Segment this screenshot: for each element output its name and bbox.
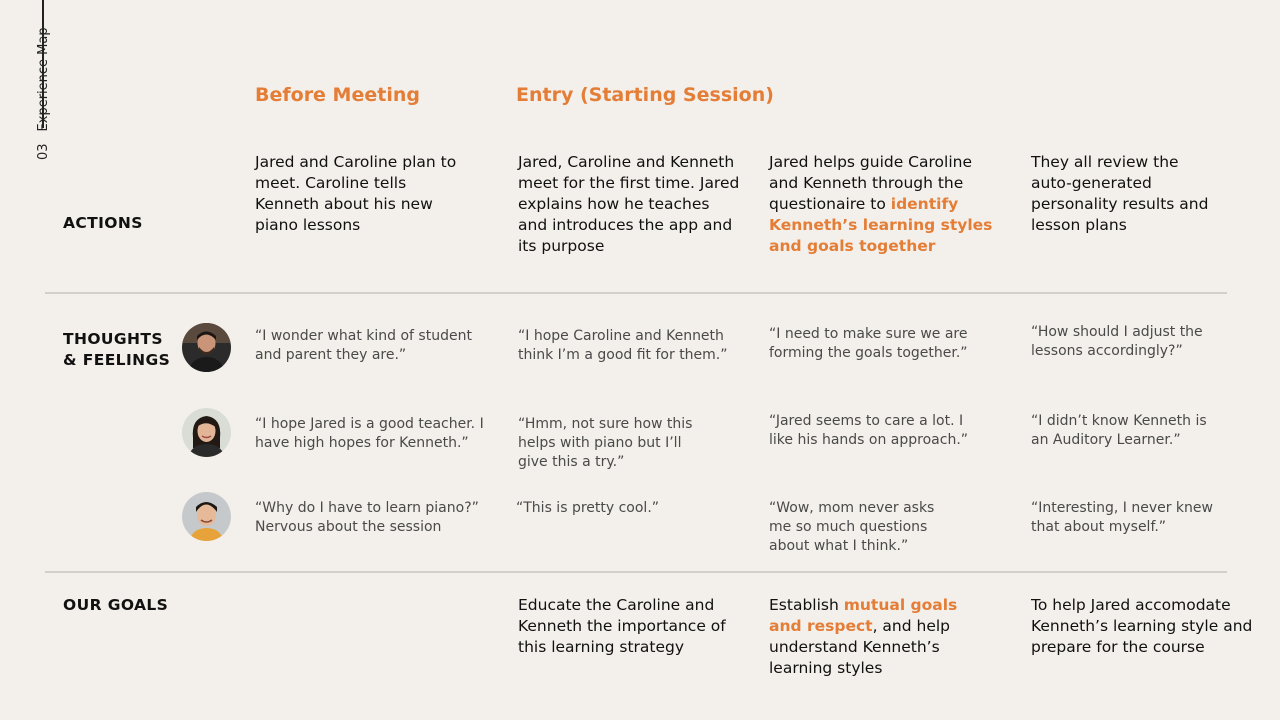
- woman-avatar-icon: [182, 408, 231, 457]
- divider-actions: [45, 292, 1227, 294]
- section-title: Experience Map: [36, 27, 51, 132]
- action-questionnaire-text: Jared helps guide Caroline and Kenneth through the questionaire to: [769, 153, 972, 213]
- quote-jared-goals: “I need to make sure we are forming the goals together.”: [769, 326, 968, 361]
- section-number: 03: [36, 143, 51, 160]
- quote-caroline-entry: “Hmm, not sure how this helps with piano but I’ll give this a try.”: [518, 416, 693, 470]
- quote-caroline-review: “I didn’t know Kenneth is an Auditory Learner.”: [1031, 413, 1207, 448]
- goal-mutual-pre: Establish: [769, 596, 844, 614]
- action-entry-meet: Jared, Caroline and Kenneth meet for the first time. Jared explains how he teaches and introduces the app and its purpose: [518, 153, 740, 255]
- action-review-results: They all review the auto-generated personality results and lesson plans: [1031, 153, 1209, 234]
- quote-jared-review: “How should I adjust the lessons accordingly?”: [1031, 324, 1203, 359]
- action-questionnaire: [769, 152, 994, 257]
- row-label-feelings: & FEELINGS: [63, 351, 171, 369]
- quote-jared-before: “I wonder what kind of student and parent they are.”: [255, 328, 472, 363]
- section-label: [36, 27, 51, 160]
- column-header-before-meeting: Before Meeting: [255, 84, 420, 106]
- man-avatar-icon: [182, 323, 231, 372]
- quote-caroline-before: “I hope Jared is a good teacher. I have high hopes for Kenneth.”: [255, 416, 484, 451]
- goal-mutual-post: , and help understand Kenneth’s learning styles: [769, 617, 951, 677]
- quote-jared-entry: “I hope Caroline and Kenneth think I’m a good fit for them.”: [518, 328, 728, 363]
- row-label-thoughts: THOUGHTS: [63, 330, 163, 348]
- goal-accommodate: To help Jared accomodate Kenneth’s learning style and prepare for the course: [1031, 596, 1253, 656]
- quote-kenneth-review: “Interesting, I never knew that about myself.”: [1031, 500, 1213, 535]
- quote-caroline-goals: “Jared seems to care a lot. I like his hands on approach.”: [769, 413, 969, 448]
- row-label-thoughts-feelings: [63, 329, 170, 371]
- row-label-our-goals: OUR GOALS: [63, 596, 169, 614]
- quote-kenneth-before: “Why do I have to learn piano?” Nervous about the session: [255, 500, 479, 535]
- boy-avatar-icon: [182, 492, 231, 541]
- quote-kenneth-entry: “This is pretty cool.”: [516, 500, 660, 516]
- action-questionnaire-highlight: identify Kenneth’s learning styles and goals together: [769, 195, 993, 255]
- row-label-actions: ACTIONS: [63, 214, 143, 232]
- quote-kenneth-goals: “Wow, mom never asks me so much questions about what I think.”: [769, 500, 935, 554]
- goal-educate: Educate the Caroline and Kenneth the importance of this learning strategy: [518, 596, 726, 656]
- column-header-entry: Entry (Starting Session): [516, 84, 774, 106]
- divider-thoughts: [45, 571, 1227, 573]
- goal-mutual: [769, 595, 984, 679]
- goal-mutual-highlight: mutual goals and respect: [769, 596, 958, 635]
- action-before-meeting: Jared and Caroline plan to meet. Caroline tells Kenneth about his new piano lessons: [255, 153, 457, 234]
